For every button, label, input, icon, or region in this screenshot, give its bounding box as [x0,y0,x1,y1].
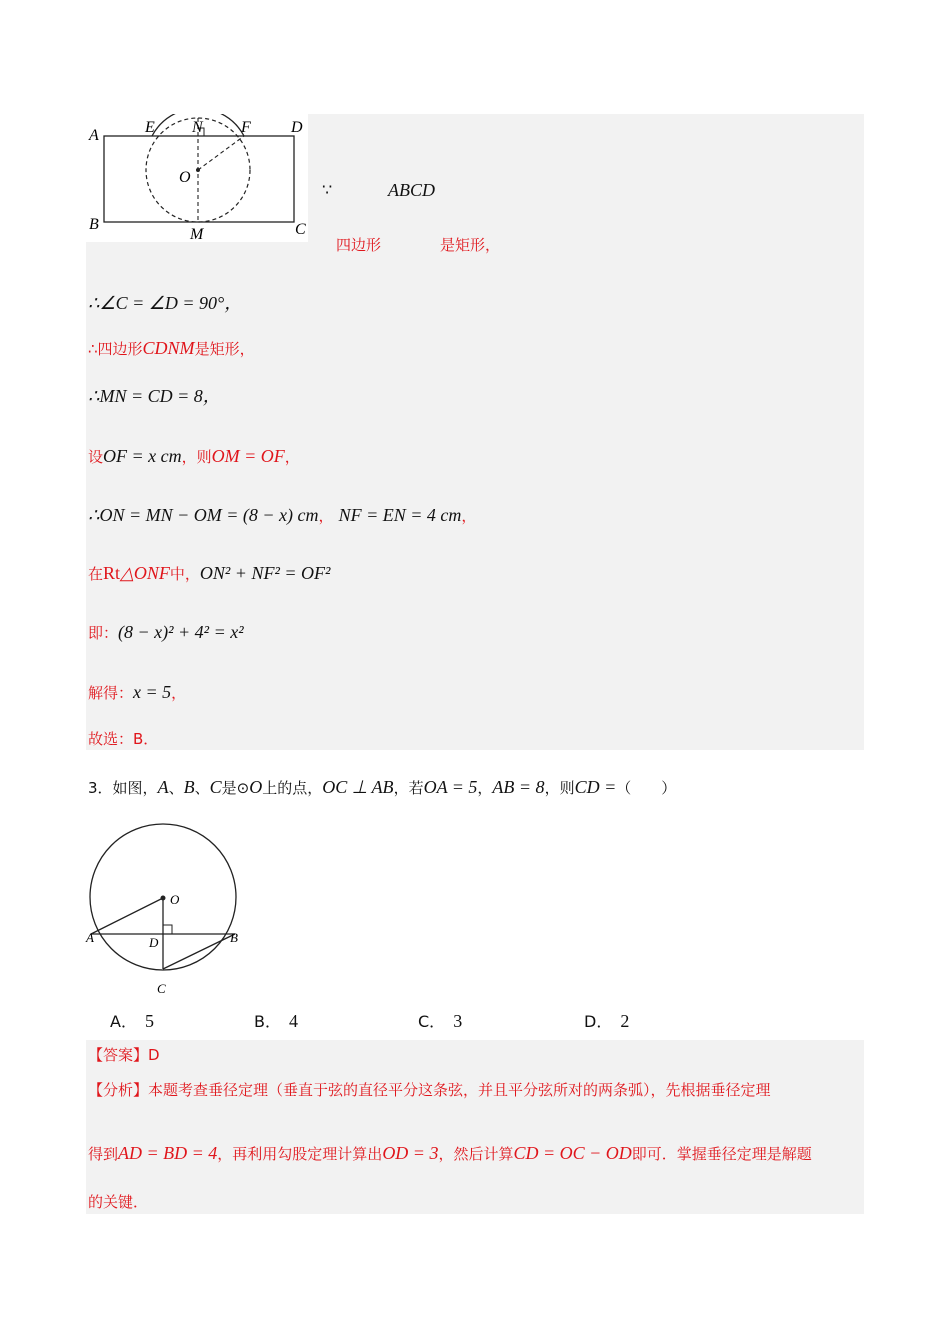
label-f: F [241,119,251,136]
point-o [196,168,200,172]
solution-line-5: ∴ON = MN − OM = (8 − x) cm， NF = EN = 4 cm， [88,505,477,525]
label-c: C [157,981,166,996]
solution-line-1: ∴∠C = ∠D = 90°， [88,293,243,313]
label-a: A [89,127,99,144]
solution-line-3: ∴MN = CD = 8， [88,386,221,406]
label-o: O [179,169,191,186]
analysis-line-1: 【分析】本题考查垂径定理（垂直于弦的直径平分这条弦，并且平分弦所对的两条弧），先根据垂径定理 [88,1081,771,1099]
label-o: O [170,892,180,907]
abcd-label: ABCD [388,180,435,200]
solution-line-7: 即：(8 − x)² + 4² = x² [88,622,244,642]
point-o [161,896,166,901]
figure-circle-chord [84,818,254,1000]
rectangle-shape [104,136,294,222]
line-oa [91,898,163,934]
analysis-line-2: 得到AD = BD = 4，再利用勾股定理计算出OD = 3，然后计算CD = OC − OD即可．掌握垂径定理是解题 [88,1143,812,1163]
is-rect-text: 是矩形， [440,236,501,254]
quad-text: 四边形 [336,236,382,254]
label-m: M [190,226,204,242]
solution-line-9: 故选：B． [88,730,159,748]
solution-line-8: 解得：x = 5， [88,682,187,702]
figure-rectangle-circle [86,114,308,242]
question-3: 3．如图，A、B、C是⊙O上的点，OC ⊥ AB，若OA = 5，AB = 8，则CD =（ ） [88,777,677,797]
label-c: C [295,221,306,238]
label-d: D [149,935,159,950]
option-b[interactable]: B． 4 [254,1011,298,1031]
label-b: B [89,216,99,233]
option-c[interactable]: C． 3 [418,1011,463,1031]
label-n: N [192,119,203,136]
solution-line-6: 在Rt△ONF中，ON² + NF² = OF² [88,563,331,583]
solution-line-4: 设OF = x cm，则OM = OF， [88,446,300,466]
because-mark: ∵ [322,180,333,199]
line-cb [163,934,235,969]
label-e: E [145,119,155,136]
solution-line-2: ∴四边形CDNM是矩形， [88,338,255,358]
label-a: A [86,930,94,945]
answer-block [86,1040,864,1214]
label-b: B [230,930,238,945]
answer-line: 【答案】D [88,1046,160,1064]
option-a[interactable]: A． 5 [110,1011,154,1031]
line-of [198,136,244,170]
option-d[interactable]: D． 2 [584,1011,630,1031]
analysis-line-3: 的关键． [88,1193,149,1211]
label-d: D [291,119,303,136]
